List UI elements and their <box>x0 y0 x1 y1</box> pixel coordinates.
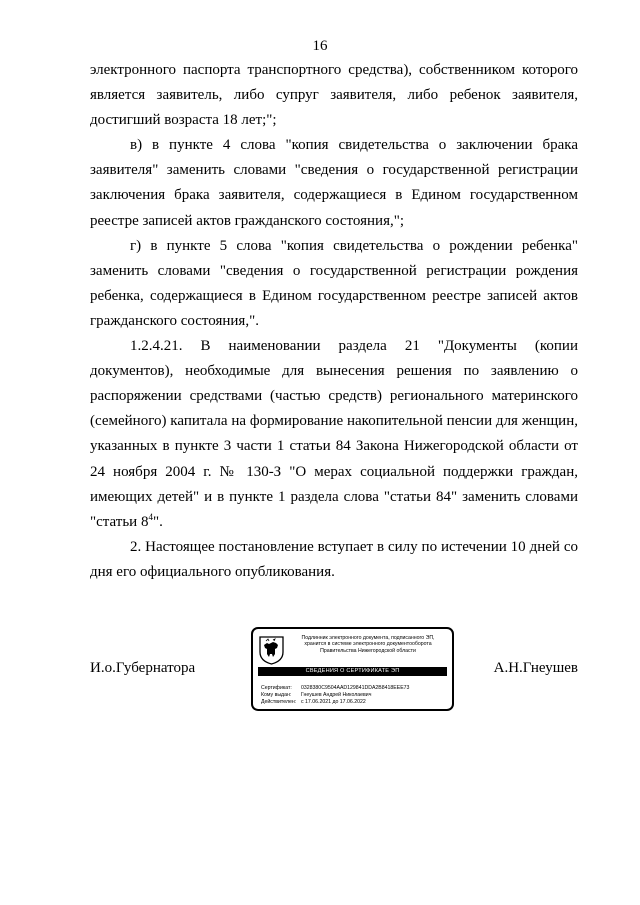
paragraph-item-g: г) в пункте 5 слова "копия свидетельства о рождении ребенка" заменить словами "сведения о государственной регистрации рождения ребенка, содержащиеся в Едином государственном реестре записей актов гражданского состояния,". <box>90 237 578 329</box>
paragraph-item-v: в) в пункте 4 слова "копия свидетельства о заключении брака заявителя" заменить словами "сведения о государственной регистрации заключения брака заявителя, содержащиеся в Едином государственном реестре записей актов гражданского состояния,"; <box>90 137 578 229</box>
document-body <box>90 58 578 585</box>
stamp-validity-value: с 17.06.2021 до 17.06.2022 <box>301 699 366 705</box>
superscript-4: 4 <box>148 511 153 522</box>
stamp-owner-row <box>261 692 449 698</box>
stamp-certificate-value: 0328380C9504AAD129841DDA2B8418EEE73 <box>301 685 410 691</box>
signatory-name: А.Н.Гнеушев <box>493 660 578 676</box>
signatory-position: И.о.Губернатора <box>90 660 196 676</box>
nizhny-novgorod-coat-of-arms-icon <box>259 636 284 665</box>
paragraph-item-2: 2. Настоящее постановление вступает в силу по истечении 10 дней со дня его официального опубликования. <box>90 538 578 580</box>
stamp-certificate-row <box>261 685 449 691</box>
stamp-header-line: Подлинник электронного документа, подписанного ЭП, <box>301 635 435 641</box>
stamp-header-line: Правительства Нижегородской области <box>320 647 416 654</box>
stamp-header-line: хранится в системе электронного документооборота <box>304 641 432 648</box>
stamp-validity-label: Действителен: <box>261 699 297 705</box>
stamp-owner-label: Кому выдан: <box>261 692 292 698</box>
stamp-validity-row <box>261 699 449 705</box>
paragraph-1-2-4-21-text: 1.2.4.21. В наименовании раздела 21 "Документы (копии документов), необходимые для вынесения решения по заявлению о распоряжении средствами (частью средств) регионального материнского (семейного) капитала на формирование накопительной пенсии для женщин, указанных в пункте 3 части 1 статьи 84 Закона Нижегородской области от 24 ноября 2004 г. № 130-З "О мерах социальной поддержки граждан, имеющих детей" и в пункте 1 раздела слова "статьи 84" заменить словами "статьи 8 <box>90 338 578 530</box>
paragraph-1-2-4-21 <box>90 334 578 535</box>
stamp-header <box>286 635 450 654</box>
paragraph-1-2-4-21-tail: ". <box>152 513 163 530</box>
page-number: 16 <box>312 38 328 54</box>
electronic-signature-stamp <box>251 627 454 711</box>
stamp-certificate-label: Сертификат: <box>261 685 292 691</box>
paragraph-continuation: электронного паспорта транспортного средства), собственником которого является заявитель, либо супруг заявителя, либо ребенок заявителя, достигший возраста 18 лет;"; <box>90 62 578 129</box>
stamp-owner-value: Гнеушев Андрей Николаевич <box>301 692 372 698</box>
stamp-banner: СВЕДЕНИЯ О СЕРТИФИКАТЕ ЭП <box>258 667 447 676</box>
